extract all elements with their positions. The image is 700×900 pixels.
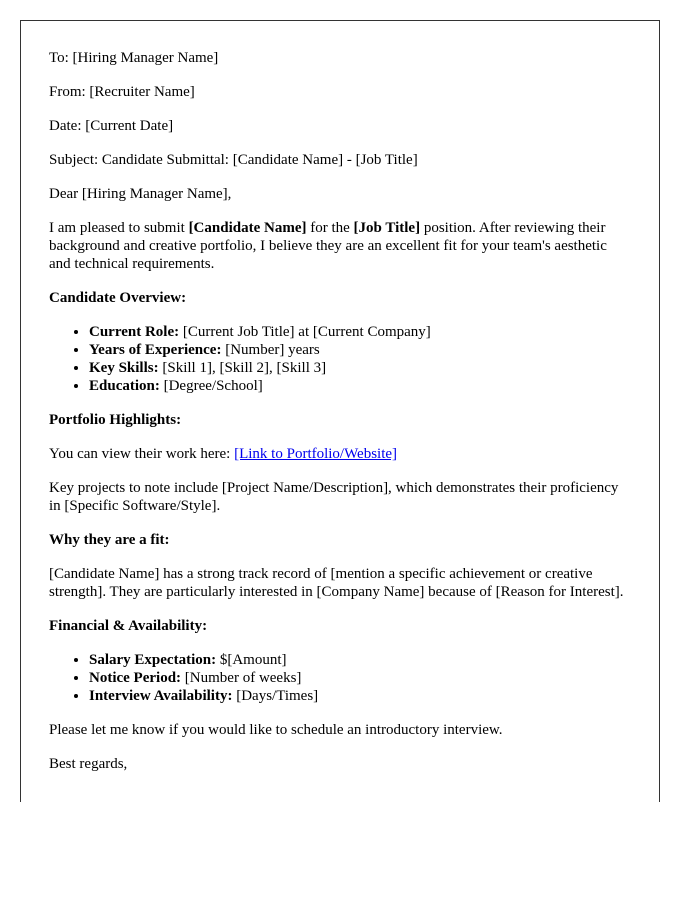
list-item	[89, 323, 631, 341]
intro-text-2: for the	[306, 220, 354, 236]
from-line: From: [Recruiter Name]	[49, 84, 195, 100]
closing-paragraph: Please let me know if you would like to schedule an introductory interview.	[49, 722, 503, 738]
portfolio-link[interactable]: [Link to Portfolio/Website]	[234, 446, 398, 462]
list-item-value: [Number] years	[221, 342, 320, 358]
date-line: Date: [Current Date]	[49, 118, 174, 134]
list-item-value: [Skill 1], [Skill 2], [Skill 3]	[158, 360, 327, 376]
overview-title: Candidate Overview:	[49, 290, 187, 306]
list-item	[89, 359, 631, 377]
list-item-label: Salary Expectation:	[89, 652, 217, 668]
list-item-value: [Number of weeks]	[181, 670, 302, 686]
intro-candidate-name: [Candidate Name]	[188, 220, 307, 236]
overview-list	[49, 323, 631, 395]
list-item	[89, 341, 631, 359]
subject-line: Subject: Candidate Submittal: [Candidate Name] - [Job Title]	[49, 152, 418, 168]
intro-job-title: [Job Title]	[353, 220, 421, 236]
financial-list	[49, 651, 631, 705]
fit-title: Why they are a fit:	[49, 532, 170, 548]
list-item-label: Years of Experience:	[89, 342, 222, 358]
list-item-value: [Current Job Title] at [Current Company]	[179, 324, 431, 340]
portfolio-projects: Key projects to note include [Project Name/Description], which demonstrates their proficiency in [Specific Software/Style].	[49, 480, 619, 514]
list-item-label: Key Skills:	[89, 360, 159, 376]
list-item	[89, 377, 631, 395]
list-item-value: [Degree/School]	[159, 378, 263, 394]
portfolio-view-paragraph	[49, 445, 631, 463]
list-item	[89, 687, 631, 705]
list-item	[89, 669, 631, 687]
list-item-label: Current Role:	[89, 324, 180, 340]
signoff: Best regards,	[49, 756, 128, 772]
list-item-label: Notice Period:	[89, 670, 182, 686]
intro-text-1: I am pleased to submit	[49, 220, 189, 236]
financial-title: Financial & Availability:	[49, 618, 208, 634]
intro-paragraph	[49, 219, 631, 273]
greeting: Dear [Hiring Manager Name],	[49, 186, 232, 202]
letter-document	[20, 20, 660, 802]
intro-text-3: position. After reviewing their background and creative portfolio, I believe they are an excellent fit for your team's aesthetic and technical requirements.	[49, 220, 607, 272]
list-item-value: [Days/Times]	[232, 688, 319, 704]
portfolio-view-text: You can view their work here:	[49, 446, 235, 462]
fit-paragraph: [Candidate Name] has a strong track record of [mention a specific achievement or creative strength]. They are particularly interested in [Company Name] because of [Reason for Interest].	[49, 566, 624, 600]
list-item	[89, 651, 631, 669]
list-item-label: Interview Availability:	[89, 688, 233, 704]
portfolio-title: Portfolio Highlights:	[49, 412, 182, 428]
list-item-value: $[Amount]	[216, 652, 287, 668]
list-item-label: Education:	[89, 378, 160, 394]
to-line: To: [Hiring Manager Name]	[49, 50, 219, 66]
